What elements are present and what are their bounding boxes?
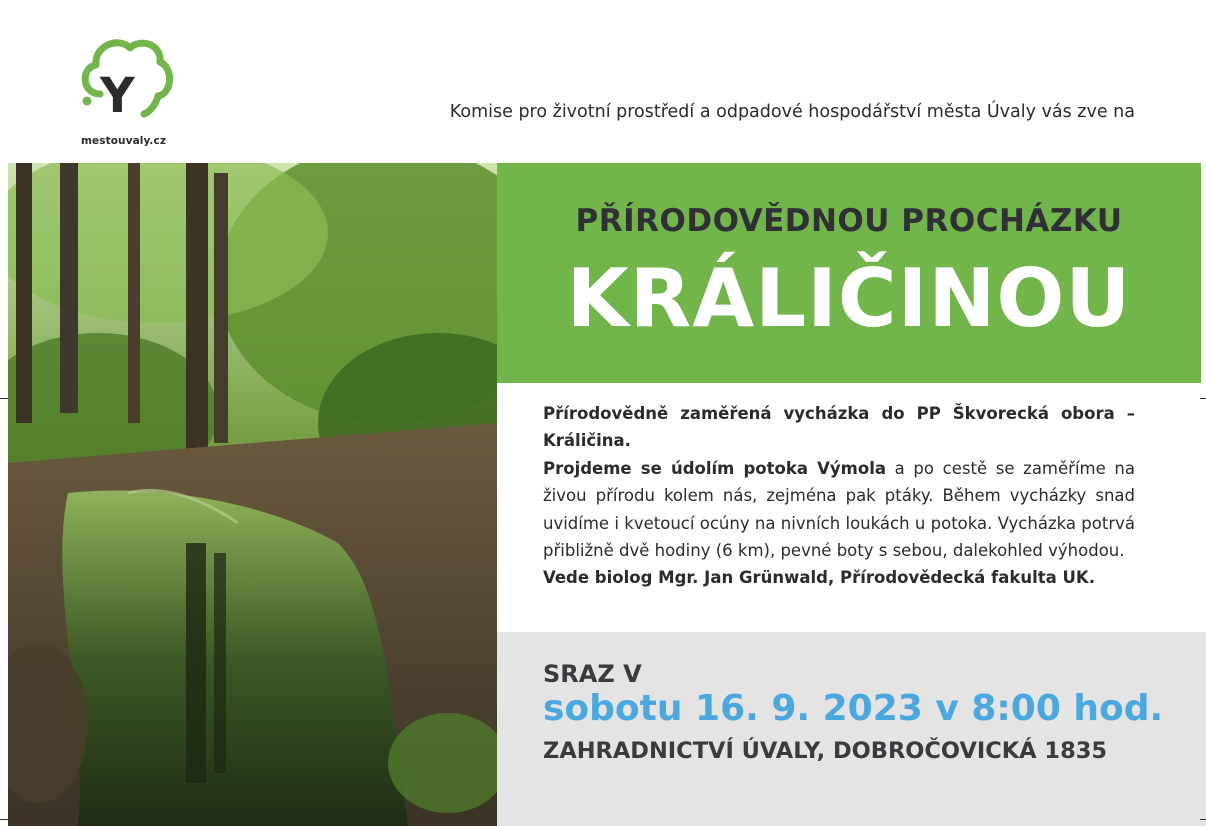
description-guide xyxy=(543,564,1135,591)
meeting-date: sobotu 16. 9. 2023 v 8:00 hod. xyxy=(543,688,1164,729)
forest-stream-photo xyxy=(8,163,497,826)
title-heading: KRÁLIČINOU xyxy=(566,252,1132,345)
meeting-place: ZAHRADNICTVÍ ÚVALY, DOBROČOVICKÁ 1835 xyxy=(543,738,1108,764)
logo xyxy=(78,38,178,153)
forest-stream-image xyxy=(8,163,497,826)
meeting-box xyxy=(497,632,1206,826)
description-route-bold: Projdeme se údolím potoka Výmola xyxy=(543,458,886,478)
crop-mark-bottom-left xyxy=(0,819,8,820)
title-subheading: PŘÍRODOVĚDNOU PROCHÁZKU xyxy=(575,203,1123,239)
description-route xyxy=(543,455,1135,565)
crop-mark-right xyxy=(1200,398,1206,399)
description-route-text: a po cestě se zaměříme na živou přírodu kolem nás, zejména pak ptáky. Během vycházky snad uvidíme i kvetoucí ocúny na nivních loukách u potoka. Vycházka potrvá přibližně dvě hodiny (6 km), pevné boty s sebou, dalekohled výhodou. xyxy=(543,458,1135,561)
crop-mark-left xyxy=(0,398,8,399)
description-intro xyxy=(543,400,1135,455)
description-intro-bold: Přírodovědně zaměřená vycházka do PP Škvorecká obora – Králičina. xyxy=(543,404,1135,451)
intro-text: Komise pro životní prostředí a odpadové hospodářství města Úvaly vás zve na xyxy=(449,102,1135,122)
description-guide-bold: Vede biolog Mgr. Jan Grünwald, Přírodovědecká fakulta UK. xyxy=(543,568,1095,588)
description xyxy=(543,400,1135,592)
title-banner xyxy=(497,163,1201,383)
logo-letter: Y xyxy=(100,68,135,124)
crop-mark-bottom-right xyxy=(1200,819,1206,820)
logo-text: mestouvaly.cz xyxy=(81,135,167,147)
meeting-label: SRAZ V xyxy=(543,660,642,688)
